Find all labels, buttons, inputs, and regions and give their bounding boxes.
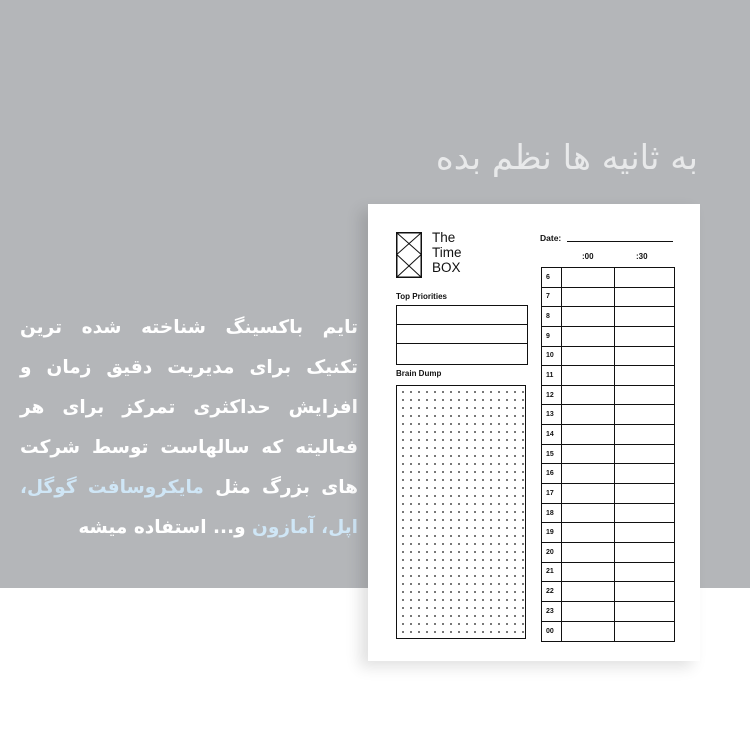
time-grid-row — [542, 563, 674, 583]
slot-00 — [562, 327, 615, 346]
hour-label: 23 — [542, 602, 562, 621]
hour-label: 9 — [542, 327, 562, 346]
time-grid-row — [542, 543, 674, 563]
slot-00 — [562, 347, 615, 366]
description-before: تایم باکسینگ شناخته شده ترین تکنیک برای مدیریت دقیق زمان و افزایش حداکثری تمرکز برای هر فعالیته که سالهاست توسط شرکت های بزرگ مثل — [20, 317, 358, 498]
slot-30 — [615, 347, 674, 366]
slot-00 — [562, 523, 615, 542]
slot-00 — [562, 405, 615, 424]
slot-30 — [615, 288, 674, 307]
slot-00 — [562, 307, 615, 326]
time-grid-row — [542, 307, 674, 327]
top-priorities-box — [396, 305, 528, 365]
hour-label: 11 — [542, 366, 562, 385]
top-priorities-label: Top Priorities — [396, 292, 447, 301]
time-grid-row — [542, 366, 674, 386]
slot-30 — [615, 484, 674, 503]
slot-30 — [615, 582, 674, 601]
slot-00 — [562, 425, 615, 444]
time-grid-row — [542, 327, 674, 347]
time-grid-row — [542, 405, 674, 425]
slot-30 — [615, 307, 674, 326]
slot-00 — [562, 366, 615, 385]
description-highlight: مایکروسافت گوگل، اپل، آمازون — [20, 477, 358, 538]
time-grid-row — [542, 386, 674, 406]
logo-box-icon — [396, 232, 422, 278]
slot-00 — [562, 268, 615, 287]
logo-line-2: Time — [432, 245, 462, 260]
slot-30 — [615, 563, 674, 582]
logo-line-3: BOX — [432, 260, 461, 275]
slot-30 — [615, 445, 674, 464]
date-label: Date: — [540, 233, 562, 243]
slot-00 — [562, 288, 615, 307]
column-header-00: :00 — [582, 252, 594, 261]
time-grid-row — [542, 582, 674, 602]
date-line — [567, 241, 673, 242]
slot-00 — [562, 504, 615, 523]
slot-00 — [562, 445, 615, 464]
time-grid-row — [542, 445, 674, 465]
time-grid-row — [542, 425, 674, 445]
hour-label: 18 — [542, 504, 562, 523]
time-grid-row — [542, 602, 674, 622]
time-grid-row — [542, 268, 674, 288]
hour-label: 13 — [542, 405, 562, 424]
hour-label: 8 — [542, 307, 562, 326]
hour-label: 6 — [542, 268, 562, 287]
brain-dump-label: Brain Dump — [396, 369, 442, 378]
priority-row — [397, 306, 527, 325]
slot-30 — [615, 504, 674, 523]
hour-label: 16 — [542, 464, 562, 483]
time-grid — [541, 267, 675, 642]
hour-label: 7 — [542, 288, 562, 307]
slot-30 — [615, 405, 674, 424]
slot-00 — [562, 582, 615, 601]
hour-label: 15 — [542, 445, 562, 464]
slot-30 — [615, 366, 674, 385]
headline: به ثانیه ها نظم بده — [435, 138, 698, 178]
slot-00 — [562, 464, 615, 483]
slot-00 — [562, 622, 615, 642]
hour-label: 22 — [542, 582, 562, 601]
time-grid-row — [542, 523, 674, 543]
slot-30 — [615, 425, 674, 444]
hour-label: 14 — [542, 425, 562, 444]
slot-30 — [615, 602, 674, 621]
slot-00 — [562, 543, 615, 562]
slot-30 — [615, 622, 674, 642]
hour-label: 00 — [542, 622, 562, 642]
hour-label: 21 — [542, 563, 562, 582]
description-text — [20, 308, 358, 548]
hour-label: 12 — [542, 386, 562, 405]
hour-label: 20 — [542, 543, 562, 562]
time-grid-row — [542, 347, 674, 367]
planner-sheet — [368, 204, 700, 661]
slot-30 — [615, 386, 674, 405]
brain-dump-dot-grid — [396, 385, 526, 639]
priority-row — [397, 325, 527, 344]
slot-00 — [562, 484, 615, 503]
time-grid-row — [542, 622, 674, 642]
logo-text — [432, 230, 462, 275]
time-grid-row — [542, 484, 674, 504]
time-grid-row — [542, 504, 674, 524]
hour-label: 17 — [542, 484, 562, 503]
slot-30 — [615, 523, 674, 542]
description-after: و... استفاده میشه — [78, 517, 253, 538]
hour-label: 10 — [542, 347, 562, 366]
slot-00 — [562, 563, 615, 582]
priority-row — [397, 344, 527, 363]
logo-line-1: The — [432, 230, 456, 245]
column-header-30: :30 — [636, 252, 648, 261]
slot-00 — [562, 602, 615, 621]
slot-00 — [562, 386, 615, 405]
time-grid-row — [542, 464, 674, 484]
hour-label: 19 — [542, 523, 562, 542]
slot-30 — [615, 327, 674, 346]
slot-30 — [615, 543, 674, 562]
slot-30 — [615, 268, 674, 287]
slot-30 — [615, 464, 674, 483]
time-grid-row — [542, 288, 674, 308]
